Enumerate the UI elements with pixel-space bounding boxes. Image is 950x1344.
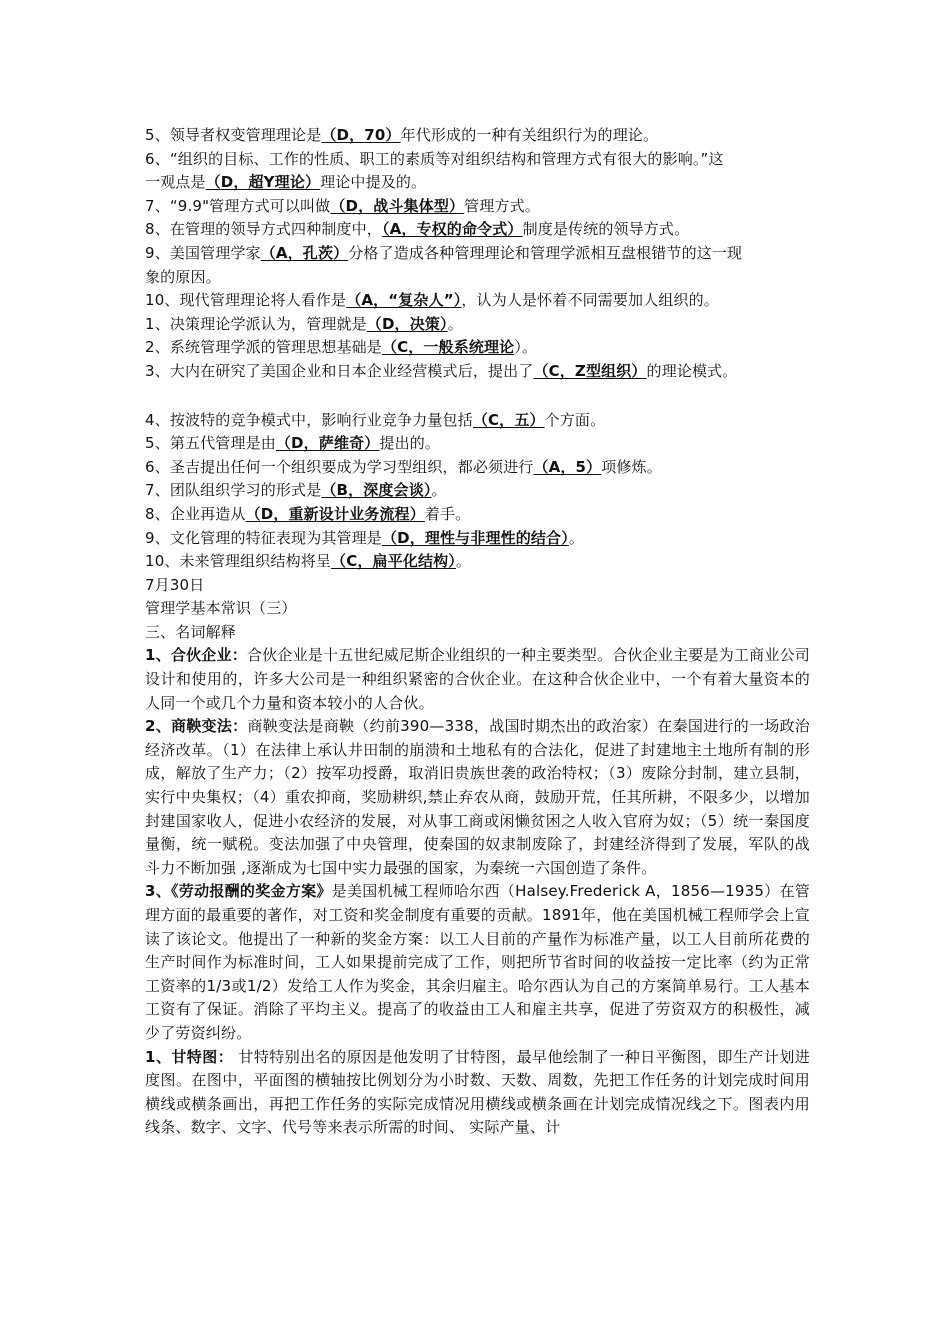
question-line	[145, 195, 810, 219]
question-line	[145, 479, 810, 503]
question-text-tail: 。	[568, 528, 585, 547]
term-text: 合伙企业是十五世纪威尼斯企业组织的一种主要类型。合伙企业主要是为工商业公司设计和使用的，许多大公司是一种组织紧密的合伙企业。在这种合伙企业中，一个有着大量资本的人同一个或几个力量和资本较小的人合伙。	[145, 646, 811, 712]
blank-line	[145, 384, 810, 409]
question-text: 7、团队组织学习的形式是	[145, 481, 322, 500]
question-text: 10、未来管理组织结构将呈	[145, 552, 332, 571]
question-text: 象的原因。	[145, 267, 221, 286]
term-text: 是美国机械工程师哈尔西（Halsey.Frederick A，1856—1935）在管理方面的最重要的著作，对工资和奖金制度有重要的贡献。1891年，他在美国机械工程师学会上宣读了该论文。他提出了一种新的奖金方案：以工人目前的产量作为标准产量，以工人目前所花费的生产时间作为标准时间，工人如果提前完成了工作，则把所节省时间的收益按一定比率（约为正常工资率的1/3或1/2）发给工人作为奖金，其余归雇主。哈尔西认为自己的方案简单易行。工人基本工资有了保证。消除了平均主义。提高了的收益由工人和雇主共享，促进了劳资双方的积极性，减少了劳资纠纷。	[145, 882, 810, 1042]
question-line	[145, 218, 810, 242]
answer-text: （A，“复杂人”）	[346, 291, 462, 310]
question-text: 1、决策理论学派认为，管理就是	[145, 314, 367, 333]
term-label: 1、合伙企业：	[145, 646, 247, 665]
questions-block-b	[145, 409, 810, 574]
answer-text: （D，战斗集体型）	[330, 196, 465, 215]
question-text-tail: 分格了造成各种管理理论和管理学派相互盘根错节的这一现	[348, 243, 743, 262]
term-label: 1、甘特图：	[145, 1047, 234, 1066]
answer-text: （C，扁平化结构）	[331, 552, 456, 571]
answer-text: （D，理性与非理性的结合）	[381, 528, 569, 547]
question-text: 7、“9.9"管理方式可以叫做	[145, 196, 331, 215]
answer-text: （C，Z型组织）	[533, 361, 647, 380]
question-line	[145, 124, 810, 148]
question-line	[145, 527, 810, 551]
answer-text: （D，决策）	[366, 314, 448, 333]
question-text-tail: ，认为人是怀着不同需要加人组织的。	[461, 291, 719, 310]
question-text: 3、大内在研究了美国企业和日本企业经营模式后，提出了	[145, 361, 534, 380]
question-text: 8、企业再造从	[145, 504, 246, 523]
answer-text: （B，深度会谈）	[321, 481, 432, 500]
question-line	[145, 242, 810, 266]
answer-text: （D，70）	[321, 126, 401, 144]
question-text: 一观点是	[145, 173, 206, 192]
term-entry	[145, 1046, 810, 1140]
question-line	[145, 503, 810, 527]
question-text: 6、“组织的目标、工作的性质、职工的素质等对组织结构和管理方式有很大的影响。”这	[145, 149, 724, 168]
question-text: 4、按波特的竞争模式中，影响行业竞争力量包括	[145, 410, 473, 429]
answer-text: （D，重新设计业务流程）	[245, 504, 425, 523]
question-line	[145, 289, 810, 313]
question-text-tail: 。	[431, 481, 447, 500]
term-text: 商鞅变法是商鞅（约前390—338，战国时期杰出的政治家）在秦国进行的一场政治经济改革。（1）在法律上承认井田制的崩溃和土地私有的合法化，促进了封建地主土地所有制的形成，解放了生产力；（2）按军功授爵，取消旧贵族世袭的政治特权；（3）废除分封制，建立县制，实行中央集权；（4）重农抑商，奖励耕织,禁止弃农从商，鼓励开荒，任其所耕，不限多少，以增加封建国家收人，促进小农经济的发展，对从事工商或闲懒贫困之人收入官府为奴；（5）统一秦国度量衡，统一赋税。变法加强了中央管理，使秦国的奴隶制废除了，封建经济得到了发展，军队的战斗力不断加强 ,逐渐成为七国中实力最强的国家，为秦统一六国创造了条件。	[145, 717, 810, 877]
term-label: 2、商鞅变法：	[145, 717, 248, 736]
question-text-tail: 理论中提及的。	[320, 173, 427, 192]
question-text: 5、第五代管理是由	[145, 434, 276, 453]
question-text-tail: 提出的。	[379, 434, 441, 453]
question-line	[145, 336, 810, 360]
question-text-tail: 个方面。	[544, 410, 606, 429]
term-entry	[145, 715, 810, 880]
question-line	[145, 409, 810, 433]
question-text: 2、系统管理学派的管理思想基础是	[145, 338, 382, 357]
question-text-tail: 。	[447, 314, 463, 333]
question-text-tail: 制度是传统的领导方式。	[522, 220, 690, 239]
term-label: 3、《劳动报酬的奖金方案》	[145, 882, 332, 901]
question-text-tail: ）。	[514, 338, 538, 357]
question-text: 9、文化管理的特征表现为其管理是	[145, 528, 382, 547]
question-line	[145, 432, 810, 456]
term-entry	[145, 880, 810, 1045]
answer-text: （C，一般系统理论	[381, 338, 515, 357]
section-heading: 三、名词解释	[145, 622, 236, 641]
question-line	[145, 266, 810, 290]
doc-title: 管理学基本常识（三）	[145, 599, 297, 618]
question-text: 10、现代管理理论将人看作是	[145, 291, 347, 310]
question-line	[145, 456, 810, 480]
question-line	[145, 148, 810, 172]
term-text: 甘特特别出名的原因是他发明了甘特图，最早他绘制了一种日平衡图，即生产计划进度图。在图中，平面图的横轴按比例划分为小时数、天数、周数，先把工作任务的计划完成时间用横线或横条画出，再把工作任务的实际完成情况用横线或横条画在计划完成情况线之下。图表内用线条、数字、文字、代号等来表示所需的时间、 实际产量、计	[145, 1047, 810, 1137]
question-line	[145, 171, 810, 195]
answer-text: （A，5）	[533, 457, 602, 476]
answer-text: （D，萨维奇）	[275, 434, 380, 453]
question-text-tail: 的理论模式。	[646, 361, 738, 380]
question-text: 8、在管理的领导方式四种制度中，	[145, 220, 382, 239]
date-line: 7月30日	[145, 575, 205, 594]
answer-text: （C，五）	[472, 410, 545, 429]
question-line	[145, 360, 810, 384]
question-text-tail: 。	[455, 552, 472, 571]
questions-block-a	[145, 124, 810, 384]
question-text-tail: 年代形成的一种有关组织行为的理论。	[400, 126, 659, 144]
question-line	[145, 550, 810, 574]
question-text: 5、领导者权变管理理论是	[145, 126, 322, 144]
question-text: 9、美国管理学家	[145, 243, 261, 262]
answer-text: （D，超Y理论）	[205, 173, 321, 192]
question-text-tail: 管理方式。	[464, 196, 540, 215]
term-entry	[145, 644, 810, 715]
answer-text: （A，孔茨）	[260, 243, 349, 262]
question-text-tail: 项修炼。	[601, 457, 662, 476]
question-text-tail: 着手。	[424, 504, 471, 523]
answer-text: （A，专权的命令式）	[381, 220, 523, 239]
question-line	[145, 313, 810, 337]
question-text: 6、圣吉提出任何一个组织要成为学习型组织，都必须进行	[145, 457, 534, 476]
